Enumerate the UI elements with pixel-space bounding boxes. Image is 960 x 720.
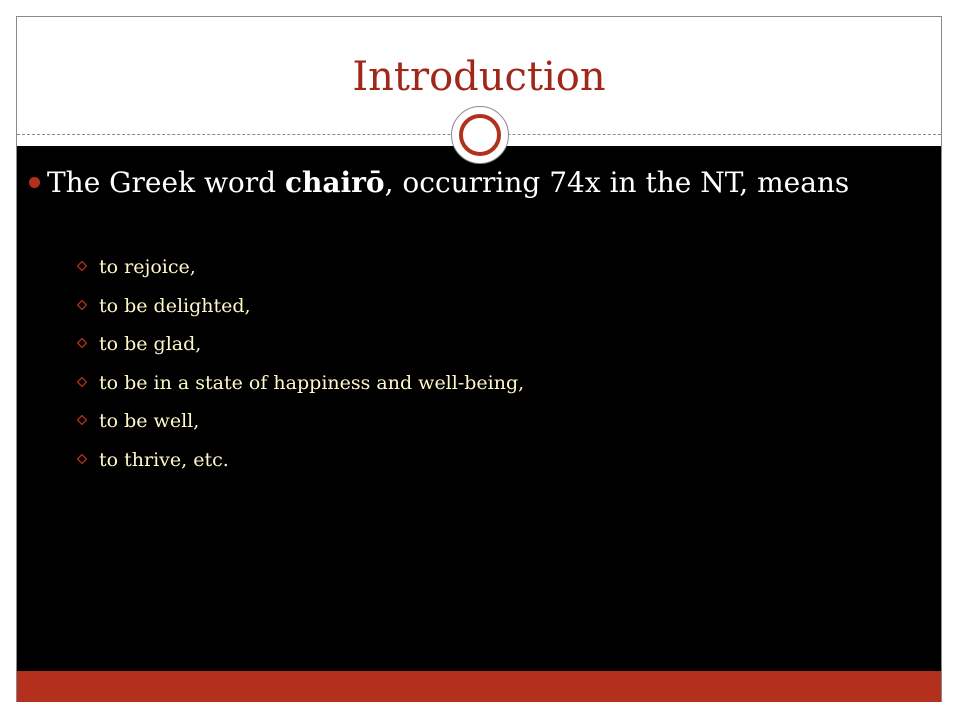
sub-bullet-text: to thrive, etc. bbox=[99, 448, 229, 471]
main-bullet-bold-word: chairō bbox=[284, 166, 385, 199]
diamond-outline-bullet-icon bbox=[77, 415, 87, 425]
ring-ornament-inner bbox=[459, 114, 501, 156]
diamond-outline-bullet-icon bbox=[77, 338, 87, 348]
main-bullet-suffix: , occurring 74x in the NT, means bbox=[384, 166, 850, 199]
sub-bullet-list bbox=[77, 256, 877, 487]
sub-bullet-text: to be in a state of happiness and well-being, bbox=[99, 371, 525, 394]
sub-bullet-text: to be glad, bbox=[99, 333, 202, 355]
sub-bullet-text: to rejoice, bbox=[99, 256, 196, 278]
diamond-outline-bullet-icon bbox=[77, 377, 87, 387]
footer-bar bbox=[17, 671, 941, 702]
sub-bullet-item bbox=[77, 256, 877, 295]
sub-bullet-text: to be well, bbox=[99, 410, 200, 432]
sub-bullet-item bbox=[77, 410, 877, 449]
slide-title: Introduction bbox=[352, 54, 606, 100]
main-bullet-prefix: The Greek word bbox=[47, 166, 285, 199]
filled-circle-bullet-icon bbox=[29, 177, 40, 188]
sub-bullet-item bbox=[77, 295, 877, 334]
sub-bullet-text: to be delighted, bbox=[99, 294, 251, 317]
diamond-outline-bullet-icon bbox=[77, 454, 87, 464]
sub-bullet-item bbox=[77, 333, 877, 372]
sub-bullet-item bbox=[77, 449, 877, 488]
diamond-outline-bullet-icon bbox=[77, 261, 87, 271]
main-bullet-text bbox=[47, 166, 849, 199]
diamond-outline-bullet-icon bbox=[77, 300, 87, 310]
sub-bullet-item bbox=[77, 372, 877, 411]
main-bullet bbox=[47, 164, 867, 201]
